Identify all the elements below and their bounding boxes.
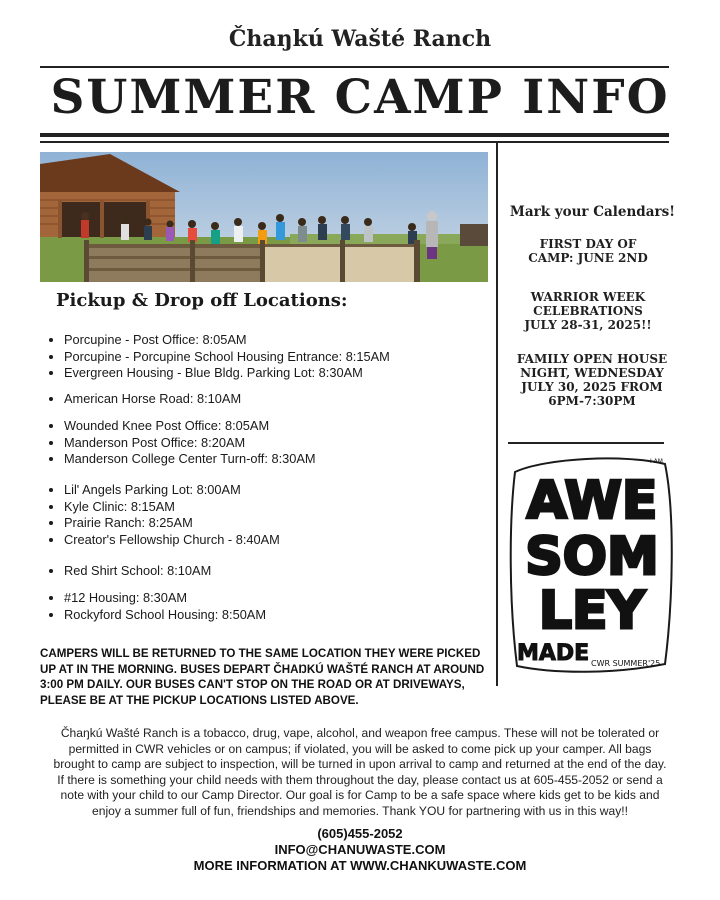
- org-name: Čhaŋkú Wašté Ranch: [228, 26, 492, 52]
- event-warrior-week: WARRIOR WEEK CELEBRATIONS JULY 28-31, 2025!!: [524, 290, 652, 332]
- contact-phone: (605)455-2052: [317, 826, 403, 841]
- list-item: • Prairie Ranch: 8:25AM: [64, 515, 280, 532]
- column-divider: [496, 142, 498, 686]
- pickup-group-manderson: [48, 418, 316, 468]
- sticker-line-1: AWE: [526, 471, 658, 531]
- contact-website: MORE INFORMATION AT WWW.CHANKUWASTE.COM: [193, 858, 527, 873]
- list-item: • Red Shirt School: 8:10AM: [64, 563, 211, 580]
- camp-photo-illustration: [40, 152, 488, 282]
- sidebar-rule: [508, 442, 664, 444]
- pickup-group-porcupine: [48, 332, 390, 382]
- list-item: • American Horse Road: 8:10AM: [64, 391, 241, 408]
- sticker-i-am: I AM: [650, 458, 663, 465]
- return-notice: CAMPERS WILL BE RETURNED TO THE SAME LOCATION THEY WERE PICKED UP AT IN THE MORNING. BUSES DEPART ČHAŊKÚ WAŠTÉ RANCH AT AROUND 3:00 PM DAILY. OUR BUSES CAN'T STOP ON THE ROAD OR AT DRIVEWAYS, PLEASE BE AT THE PICKUP LOCATIONS LISTED ABOVE.: [40, 647, 485, 707]
- awesomley-made-sticker: [505, 452, 680, 680]
- sticker-art: [505, 452, 680, 680]
- contact-email: INFO@CHANUWASTE.COM: [274, 842, 446, 857]
- list-item: • Porcupine - Porcupine School Housing Entrance: 8:15AM: [64, 349, 390, 366]
- pickup-group-american-horse: [48, 391, 241, 408]
- event-first-day: FIRST DAY OF CAMP: JUNE 2ND: [528, 237, 648, 265]
- pickup-heading: Pickup & Drop off Locations:: [56, 290, 348, 311]
- list-item: • Manderson Post Office: 8:20AM: [64, 435, 316, 452]
- list-item: • Lil' Angels Parking Lot: 8:00AM: [64, 482, 280, 499]
- title-rule-thin: [40, 141, 669, 143]
- list-item: • Kyle Clinic: 8:15AM: [64, 499, 280, 516]
- list-item: • Creator's Fellowship Church - 8:40AM: [64, 532, 280, 549]
- camp-photo: [40, 152, 488, 282]
- list-item: • Porcupine - Post Office: 8:05AM: [64, 332, 390, 349]
- list-item: • #12 Housing: 8:30AM: [64, 590, 266, 607]
- pickup-group-kyle: [48, 482, 280, 548]
- sticker-made: MADE: [517, 641, 590, 666]
- list-item: • Manderson College Center Turn-off: 8:30AM: [64, 451, 316, 468]
- title-rule-thick: [40, 133, 669, 137]
- list-item: • Evergreen Housing - Blue Bldg. Parking Lot: 8:30AM: [64, 365, 390, 382]
- calendar-heading: Mark your Calendars!: [509, 204, 676, 220]
- sticker-line-3: LEY: [538, 581, 646, 641]
- list-item: • Wounded Knee Post Office: 8:05AM: [64, 418, 316, 435]
- top-rule: [40, 66, 669, 68]
- event-open-house: FAMILY OPEN HOUSE NIGHT, WEDNESDAY JULY 30, 2025 FROM 6PM-7:30PM: [516, 352, 668, 408]
- page-title: SUMMER CAMP INFO: [50, 70, 670, 125]
- pickup-group-rockyford: [48, 590, 266, 623]
- pickup-group-red-shirt: [48, 563, 211, 580]
- list-item: • Rockyford School Housing: 8:50AM: [64, 607, 266, 624]
- sticker-line-2: SOM: [525, 527, 659, 587]
- sticker-tag: CWR SUMMER'25: [591, 659, 661, 668]
- campus-policy: Čhaŋkú Wašté Ranch is a tobacco, drug, vape, alcohol, and weapon free campus. These will not be tolerated or permitted in CWR vehicles or on campus; if violated, you will be asked to come pick up your camper. All bags brought to camp are subject to inspection, will be turned in upon arrival to camp and returned at the end of the day. If there is something your child needs with them throughout the day, please contact us at 605-455-2052 or send a note with your child to our Camp Director. Our goal is for Camp to be a safe space where kids get to be kids and enjoy a summer full of fun, friendships and memories. Thank YOU for partnering with us in this way!!: [53, 726, 667, 818]
